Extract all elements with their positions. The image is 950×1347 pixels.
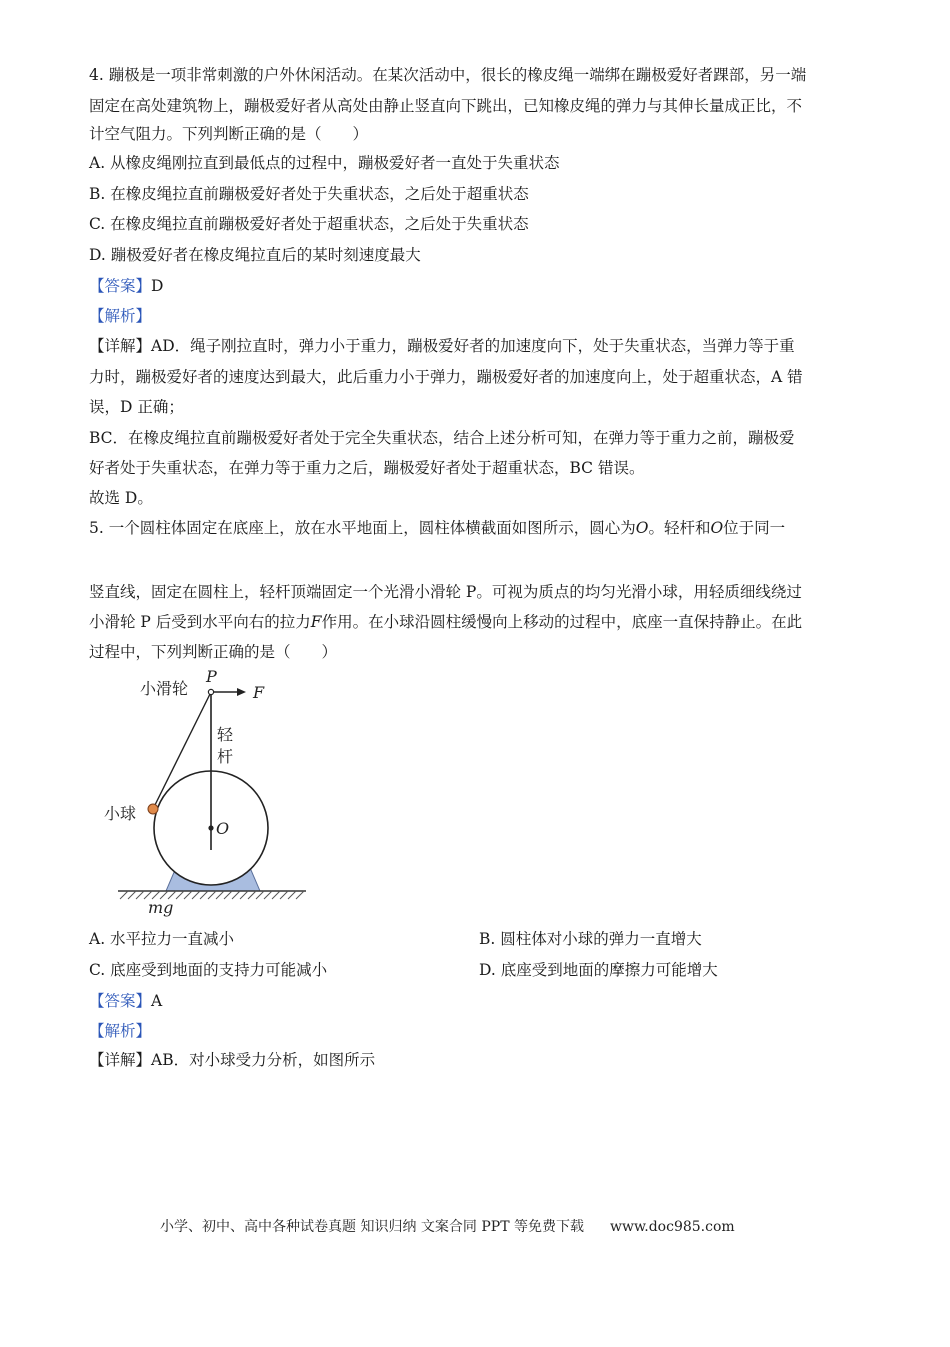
q5-analysis-tag: 【解析】 [89,1022,152,1040]
q5-option-c: C. 底座受到地面的支持力可能减小 [89,961,328,979]
q4-detail-line-5: 好者处于失重状态，在弹力等于重力之后，蹦极爱好者处于超重状态，BC 错误。 [89,459,645,477]
q4-conclusion: 故选 D。 [89,489,153,507]
footer-text: 小学、初中、高中各种试卷真题 知识归纳 文案合同 PPT 等免费下载 [160,1219,584,1235]
q4-option-b: B. 在橡皮绳拉直前蹦极爱好者处于失重状态，之后处于超重状态 [89,185,529,203]
q5-stem-text-a: 5. 一个圆柱体固定在底座上，放在水平地面上，圆柱体横截面如图所示，圆心为 [89,519,636,537]
q5-detail-tag: 【详解】 [89,1051,152,1069]
q5-figure [100,668,340,918]
p-label: P [206,668,217,686]
q4-option-c: C. 在橡皮绳拉直前蹦极爱好者处于超重状态，之后处于失重状态 [89,215,529,233]
q5-stem-text-3a: 小滑轮 P 后受到水平向右的拉力 [89,613,311,631]
center-label: O [216,819,230,838]
q5-stem-text-b: 。轻杆和 [648,519,711,537]
center-point [208,825,213,830]
rod-label-1: 轻 [217,725,234,744]
q5-stem-line-3 [89,612,802,632]
q5-stem-o2: O [710,519,724,537]
q5-stem-o: O [635,519,649,537]
q5-stem-f: F [310,613,322,631]
q5-stem-line-1 [89,518,785,538]
q4-stem-line-3: 计空气阻力。下列判断正确的是（ ） [89,125,369,143]
q4-detail-tag: 【详解】 [89,337,152,355]
q5-detail-line-1 [89,1050,375,1070]
q4-analysis [89,306,151,326]
q5-answer-value: A [151,992,163,1010]
q4-analysis-tag: 【解析】 [89,307,152,325]
f-label: F [253,683,265,702]
q4-stem-line-1: 4. 蹦极是一项非常刺激的户外休闲活动。在某次活动中，很长的橡皮绳一端绑在蹦极爱好者踝部，另一端 [89,66,807,84]
page-footer [160,1216,735,1236]
q5-detail-text-1: AB．对小球受力分析，如图所示 [151,1051,376,1069]
q4-detail-line-4: BC．在橡皮绳拉直前蹦极爱好者处于完全失重状态，结合上述分析可知，在弹力等于重力之前，蹦极爱 [89,429,795,447]
q4-detail-text-1: AD．绳子刚拉直时，弹力小于重力，蹦极爱好者的加速度向下，处于失重状态，当弹力等于重 [151,337,795,355]
q5-stem-text-c: 位于同一 [723,519,786,537]
q4-answer [89,276,163,296]
footer-url[interactable]: www.doc985.com [609,1219,735,1235]
q4-detail-line-3: 误，D 正确； [89,398,184,416]
q5-option-d: D. 底座受到地面的摩擦力可能增大 [479,961,718,979]
q5-option-a: A. 水平拉力一直减小 [89,930,235,948]
pulley-label: 小滑轮 [140,679,189,698]
q5-analysis [89,1021,151,1041]
weight-label: mg [148,898,174,917]
small-ball [148,804,158,814]
q5-stem-text-3b: 作用。在小球沿圆柱缓慢向上移动的过程中，底座一直保持静止。在此 [321,613,803,631]
q4-answer-tag: 【答案】 [89,277,152,295]
q4-option-a: A. 从橡皮绳刚拉直到最低点的过程中，蹦极爱好者一直处于失重状态 [89,154,560,172]
ball-label: 小球 [104,804,137,823]
force-arrow-head [237,688,246,696]
q5-stem-line-4: 过程中，下列判断正确的是（ ） [89,643,338,661]
q4-option-d: D. 蹦极爱好者在橡皮绳拉直后的某时刻速度最大 [89,246,421,264]
q4-detail-line-2: 力时，蹦极爱好者的速度达到最大，此后重力小于弹力，蹦极爱好者的加速度向上，处于超重状态，A 错 [89,368,803,386]
pulley [208,689,213,694]
q5-answer [89,991,162,1011]
q5-answer-tag: 【答案】 [89,992,152,1010]
q4-stem-line-2: 固定在高处建筑物上，蹦极爱好者从高处由静止竖直向下跳出，已知橡皮绳的弹力与其伸长量成正比，不 [89,97,803,115]
q5-figure-svg [100,668,340,918]
q5-stem-line-2: 竖直线，固定在圆柱上，轻杆顶端固定一个光滑小滑轮 P。可视为质点的均匀光滑小球，用轻质细线绕过 [89,583,802,601]
q4-detail-line-1 [89,336,795,356]
q5-option-b: B. 圆柱体对小球的弹力一直增大 [479,930,702,948]
rod-label-2: 杆 [217,747,234,766]
q4-answer-value: D [151,277,164,295]
